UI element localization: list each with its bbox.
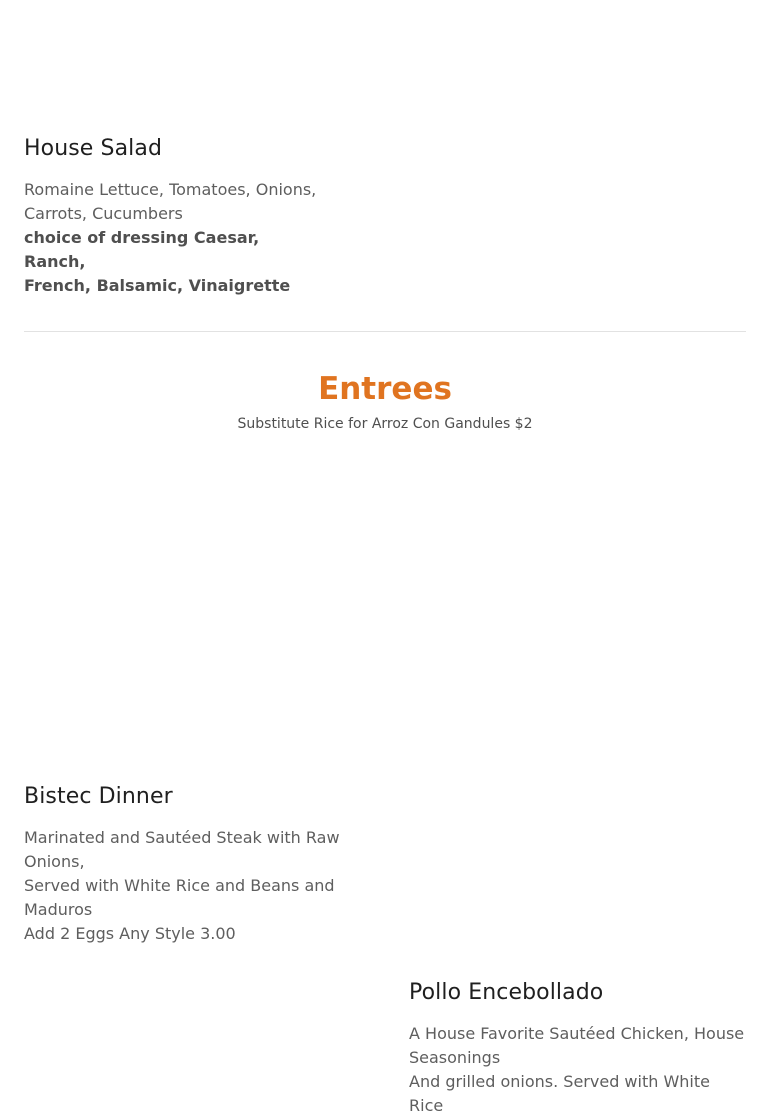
description-line: A House Favorite Sautéed Chicken, House — [409, 1024, 745, 1043]
dressing-options-line: choice of dressing Caesar, Ranch, — [24, 228, 260, 271]
item-title: Bistec Dinner — [24, 784, 173, 809]
section-title-entrees: Entrees — [318, 371, 452, 407]
description-line: Marinated and Sautéed Steak with Raw — [24, 828, 340, 847]
section-divider — [24, 331, 746, 332]
item-description — [24, 826, 344, 946]
description-line: And grilled onions. Served with White Rice — [409, 1072, 710, 1115]
item-title: Pollo Encebollado — [409, 980, 604, 1005]
section-subtitle: Substitute Rice for Arroz Con Gandules $2 — [237, 416, 533, 432]
description-line: Romaine Lettuce, Tomatoes, Onions, — [24, 180, 317, 199]
description-line: Carrots, Cucumbers — [24, 204, 183, 223]
description-line: Served with White Rice and Beans and — [24, 876, 335, 895]
description-line: Seasonings — [409, 1048, 501, 1067]
item-title: House Salad — [24, 136, 163, 161]
item-description — [409, 1022, 749, 1118]
menu-item-pollo-encebollado — [409, 978, 749, 1118]
description-line: Maduros — [24, 900, 93, 919]
menu-item-house-salad — [24, 134, 324, 298]
add-on-line: Add 2 Eggs Any Style 3.00 — [24, 924, 236, 943]
dressing-options-line: French, Balsamic, Vinaigrette — [24, 276, 291, 295]
description-line: Onions, — [24, 852, 85, 871]
item-description — [24, 178, 324, 298]
menu-item-bistec-dinner — [24, 782, 344, 946]
